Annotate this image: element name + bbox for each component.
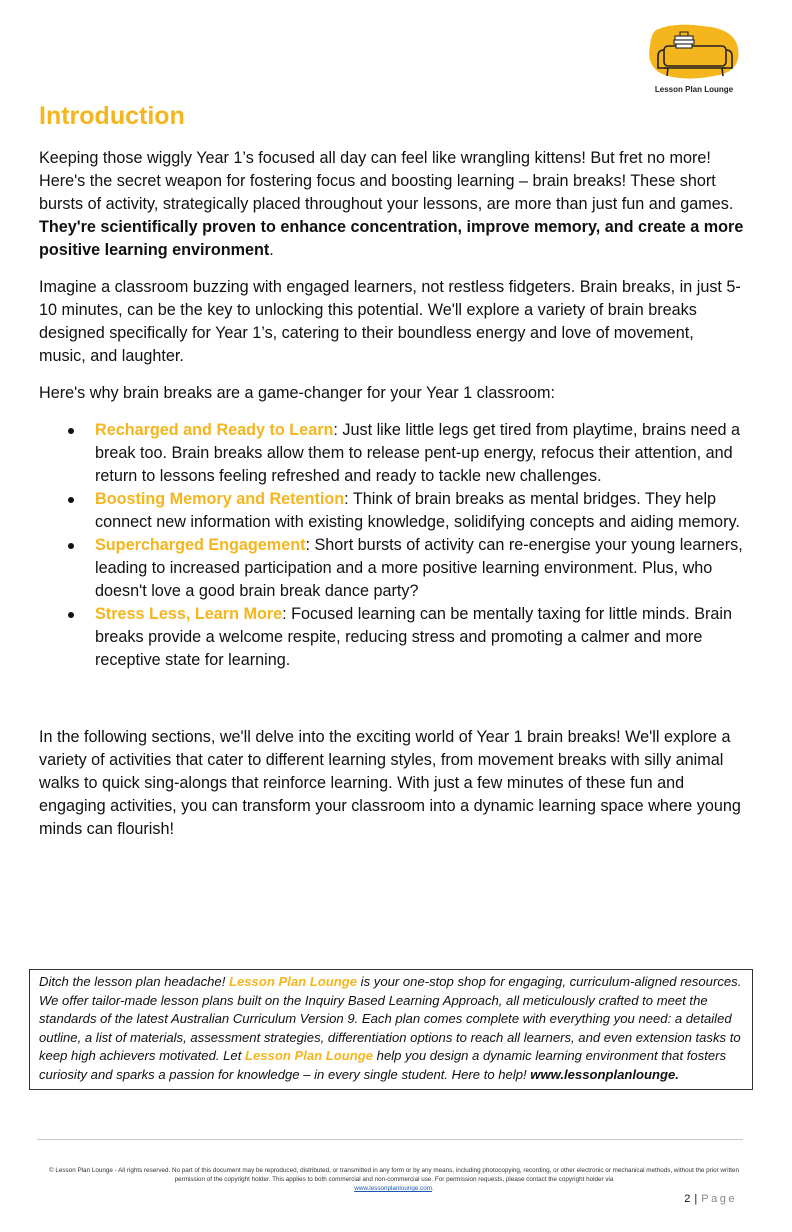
- benefit-text: : Think of brain breaks as mental bridges. They help connect new information with existing knowledge, solidifying concepts and aiding memory.: [95, 490, 740, 531]
- intro-paragraph-1-bold: They're scientifically proven to enhance concentration, improve memory, and create a more positive learning environment: [39, 218, 744, 259]
- brand-logo: [644, 22, 744, 98]
- footer-website-link[interactable]: www.lessonplanlounge.com: [354, 1185, 432, 1192]
- closing-paragraph: In the following sections, we'll delve into the exciting world of Year 1 brain breaks! We'll explore a variety of activities that cater to different learning styles, from movement breaks with silly animal walks to quick sing-alongs that reinforce learning. With just a few minutes of these fun and engaging activities, you can transform your classroom into a dynamic learning space where young minds can flourish!: [39, 728, 741, 838]
- page-number: [684, 1193, 737, 1205]
- copyright-footer: [44, 1166, 744, 1193]
- benefit-title: Boosting Memory and Retention: [95, 490, 345, 508]
- benefit-text: : Just like little legs get tired from playtime, brains need a break too. Brain breaks allow them to release pent-up energy, refocus their attention, and return to lessons feeling refreshed and ready to tackle new challenges.: [95, 421, 741, 485]
- sofa-with-books-icon: [644, 22, 744, 84]
- page-number-value: 2: [684, 1193, 691, 1205]
- intro-paragraph-1-end: .: [269, 241, 274, 259]
- intro-paragraph-3: Here's why brain breaks are a game-changer for your Year 1 classroom:: [39, 384, 555, 402]
- benefit-title: Supercharged Engagement: [95, 536, 306, 554]
- list-item: [95, 419, 745, 488]
- list-item: [95, 534, 745, 603]
- page-label: Page: [701, 1193, 737, 1205]
- page-number-separator: |: [690, 1193, 702, 1205]
- benefit-text: : Short bursts of activity can re-energise your young learners, leading to increased participation and a more positive learning environment. Plus, who doesn't love a good brain break dance party?: [95, 536, 743, 600]
- promo-brand-1: Lesson Plan Lounge: [229, 974, 358, 989]
- spacer: [39, 672, 745, 726]
- promo-brand-2: Lesson Plan Lounge: [244, 1048, 374, 1063]
- main-content: [39, 147, 745, 855]
- bullet-icon: [68, 612, 74, 618]
- list-item: [95, 488, 745, 534]
- copyright-text: © Lesson Plan Lounge - All rights reserved. No part of this document may be reproduced, distributed, or transmitted in any form or by any means, including photocopying, recording, or other electronic or mechanical methods, without the prior written permission of the copyright holder. This applies to both commercial and non-commercial use. For permission requests, please contact the copyright holder via: [49, 1167, 739, 1183]
- logo-text: Lesson Plan Lounge: [654, 85, 734, 94]
- bullet-icon: [68, 428, 74, 434]
- bullet-icon: [68, 543, 74, 549]
- intro-paragraph-2: Imagine a classroom buzzing with engaged learners, not restless fidgeters. Brain breaks, in just 5-10 minutes, can be the key to unlocking this potential. We'll explore a variety of brain breaks designed specifically for Year 1’s, catering to their boundless energy and love of movement, music, and laughter.: [39, 278, 741, 365]
- benefit-title: Stress Less, Learn More: [95, 605, 283, 623]
- bullet-icon: [68, 497, 74, 503]
- page-title: Introduction: [39, 102, 185, 130]
- promo-text-1: Ditch the lesson plan headache!: [39, 974, 229, 989]
- intro-paragraph-1: [39, 147, 745, 262]
- footer-end: .: [431, 1185, 434, 1192]
- benefits-list: [39, 419, 745, 672]
- benefit-text: : Focused learning can be mentally taxing for little minds. Brain breaks provide a welcome respite, reducing stress and promoting a calmer and more receptive state for learning.: [95, 605, 733, 669]
- promo-text-3: help you design a dynamic learning environment that fosters curiosity and sparks a passion for knowledge – in every single student. Here to help!: [39, 1048, 727, 1082]
- benefit-title: Recharged and Ready to Learn: [95, 421, 334, 439]
- promo-box: [29, 969, 753, 1090]
- promo-url-link[interactable]: www.lessonplanlounge.: [530, 1066, 679, 1082]
- promo-text-2: is your one-stop shop for engaging, curriculum-aligned resources. We offer tailor-made lesson plans built on the Inquiry Based Learning Approach, all meticulously crafted to meet the standards of the latest Australian Curriculum Version 9. Each plan comes complete with everything you need: a detailed outline, a list of materials, assessment strategies, differentiation options to reach all learners, and even extension tasks to keep high achievers motivated. Let: [39, 974, 742, 1063]
- list-item: [95, 603, 745, 672]
- intro-paragraph-1-text: Keeping those wiggly Year 1’s focused all day can feel like wrangling kittens! But fret no more! Here's the secret weapon for fostering focus and boosting learning – brain breaks! These short bursts of activity, strategically placed throughout your lessons, are more than just fun and games.: [39, 149, 734, 213]
- footer-divider: [37, 1139, 743, 1140]
